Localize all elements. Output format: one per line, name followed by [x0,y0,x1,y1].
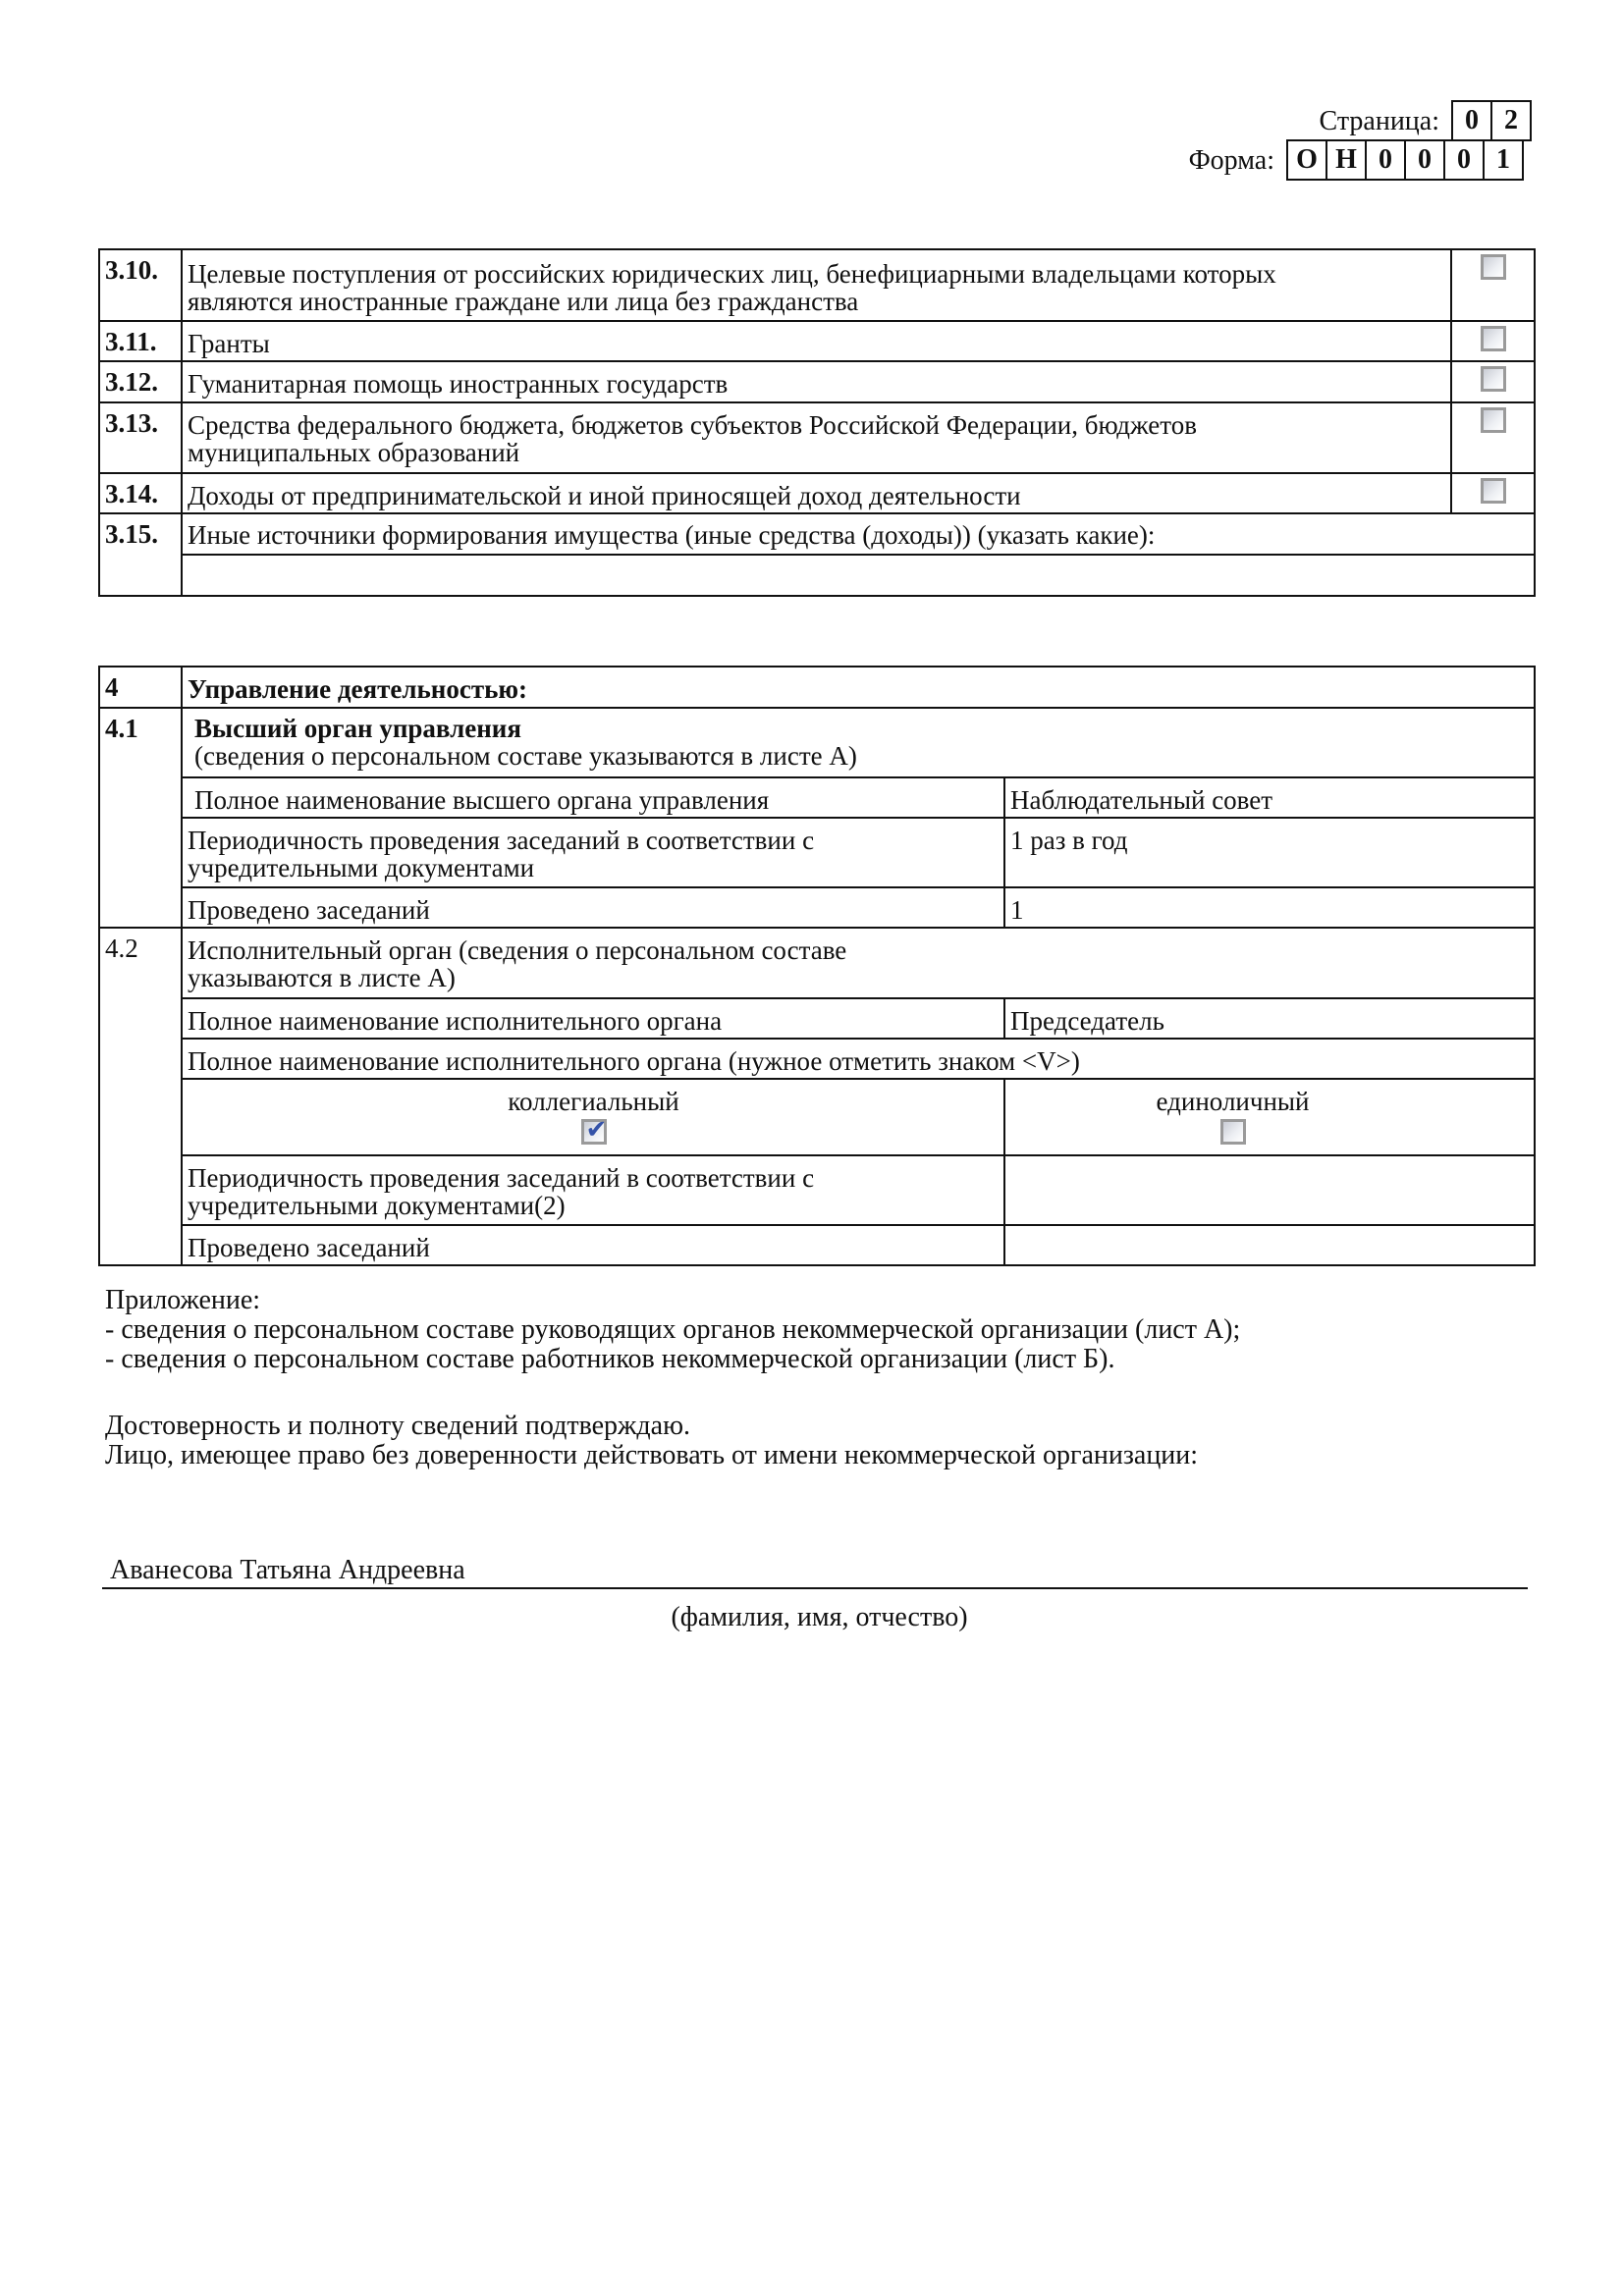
signature-line [102,1587,1528,1589]
section-title: Управление деятельностью: [182,667,1535,708]
table-row [99,887,1535,928]
form-char: 0 [1404,139,1445,181]
table-row [99,402,1535,473]
form-char: 1 [1483,139,1524,181]
subsection-title: Исполнительный орган (сведения о персональном составе [188,935,847,965]
field-label-line: Периодичность проведения заседаний в соответствии с [188,826,815,855]
signature-caption: (фамилия, имя, отчество) [671,1602,968,1632]
table-row [99,1225,1535,1265]
meeting-frequency-field[interactable] [1004,1155,1535,1225]
appendix-item: - сведения о персональном составе руководящих органов некоммерческой организации (лист А); [105,1314,1241,1345]
row-number: 3.13. [99,402,182,473]
field-label: Полное наименование исполнительного органа (нужное отметить знаком <V>) [182,1039,1535,1079]
form-char: Н [1325,139,1367,181]
option-label: единоличный [1156,1087,1310,1116]
subsection-header [182,928,1535,998]
executive-body-name-field[interactable]: Председатель [1004,998,1535,1039]
field-label: Проведено заседаний [182,1225,1004,1265]
checkbox-empty-icon[interactable] [1481,478,1506,504]
option-label: коллегиальный [508,1087,679,1116]
checkbox-empty-icon[interactable] [1220,1119,1246,1145]
page-digit: 0 [1451,100,1492,141]
form-char: 0 [1443,139,1485,181]
row-text [182,249,1451,321]
option-sole [1004,1079,1535,1155]
form-label: Форма: [1188,145,1274,176]
checkbox-empty-icon[interactable] [1481,254,1506,280]
row-text: Гранты [182,321,1451,361]
table-row [99,361,1535,402]
checkbox-checked-icon[interactable] [581,1115,608,1145]
checkbox-empty-icon[interactable] [1481,407,1506,433]
field-label: Полное наименование исполнительного органа [182,998,1004,1039]
form-char: О [1286,139,1327,181]
confirmation-line: Лицо, имеющее право без доверенности действовать от имени некоммерческой организации: [105,1440,1199,1470]
form-char: 0 [1365,139,1406,181]
row-text: Доходы от предпринимательской и иной приносящей доход деятельности [182,473,1451,513]
table-row [99,555,1535,596]
table-row [99,777,1535,818]
appendix-item: - сведения о персональном составе работников некоммерческой организации (лист Б). [105,1344,1115,1374]
appendix-title: Приложение: [105,1285,261,1315]
meeting-frequency-field[interactable]: 1 раз в год [1004,818,1535,887]
row-text: Иные источники формирования имущества (иные средства (доходы)) (указать какие): [182,513,1535,555]
row-text [182,402,1451,473]
table-row [99,1079,1535,1155]
table-row [99,473,1535,513]
section-number: 4.2 [99,928,182,1265]
subsection-title: Высший орган управления [194,714,521,743]
row-number: 3.15. [99,513,182,596]
row-text: Гуманитарная помощь иностранных государств [182,361,1451,402]
checkmark-icon: ✔ [585,1115,608,1145]
page-number-boxes [1453,100,1532,141]
field-label-line: учредительными документами [188,853,535,882]
subsection-header [182,708,1535,777]
table-row [99,1155,1535,1225]
table-row [99,321,1535,361]
row-number: 3.11. [99,321,182,361]
table-row [99,998,1535,1039]
field-label [182,818,1004,887]
row-text-line: Целевые поступления от российских юридических лиц, бенефициарными владельцами которых [188,259,1276,289]
other-sources-input[interactable] [182,555,1535,596]
table-row [99,708,1535,777]
table-row [99,928,1535,998]
table-row [99,667,1535,708]
field-label: Полное наименование высшего органа управления [182,777,1004,818]
signatory-name: Аванесова Татьяна Андреевна [110,1555,465,1585]
checkbox-empty-icon[interactable] [1481,366,1506,392]
subsection-title: указываются в листе А) [188,963,456,992]
page-digit: 2 [1490,100,1532,141]
page-label: Страница: [1319,106,1439,136]
income-sources-table [98,248,1536,597]
row-text-line: являются иностранные граждане или лица без гражданства [188,287,859,316]
table-row [99,1039,1535,1079]
row-number: 3.12. [99,361,182,402]
form-code-boxes [1288,139,1524,181]
field-label [182,1155,1004,1225]
row-number: 3.10. [99,249,182,321]
row-number: 3.14. [99,473,182,513]
field-label-line: Периодичность проведения заседаний в соответствии с [188,1163,815,1193]
confirmation-line: Достоверность и полноту сведений подтверждаю. [105,1411,690,1441]
field-label: Проведено заседаний [182,887,1004,928]
option-collegial [182,1079,1004,1155]
table-row [99,513,1535,555]
governing-body-name-field[interactable]: Наблюдательный совет [1004,777,1535,818]
subsection-note: (сведения о персональном составе указываются в листе А) [194,741,857,771]
meetings-held-field[interactable] [1004,1225,1535,1265]
row-text-line: Средства федерального бюджета, бюджетов субъектов Российской Федерации, бюджетов [188,410,1197,440]
field-label-line: учредительными документами(2) [188,1191,566,1220]
management-table [98,666,1536,1266]
meetings-held-field[interactable]: 1 [1004,887,1535,928]
checkbox-empty-icon[interactable] [1481,326,1506,351]
row-text-line: муниципальных образований [188,438,520,467]
table-row [99,249,1535,321]
table-row [99,818,1535,887]
section-number: 4.1 [99,708,182,928]
section-number: 4 [99,667,182,708]
